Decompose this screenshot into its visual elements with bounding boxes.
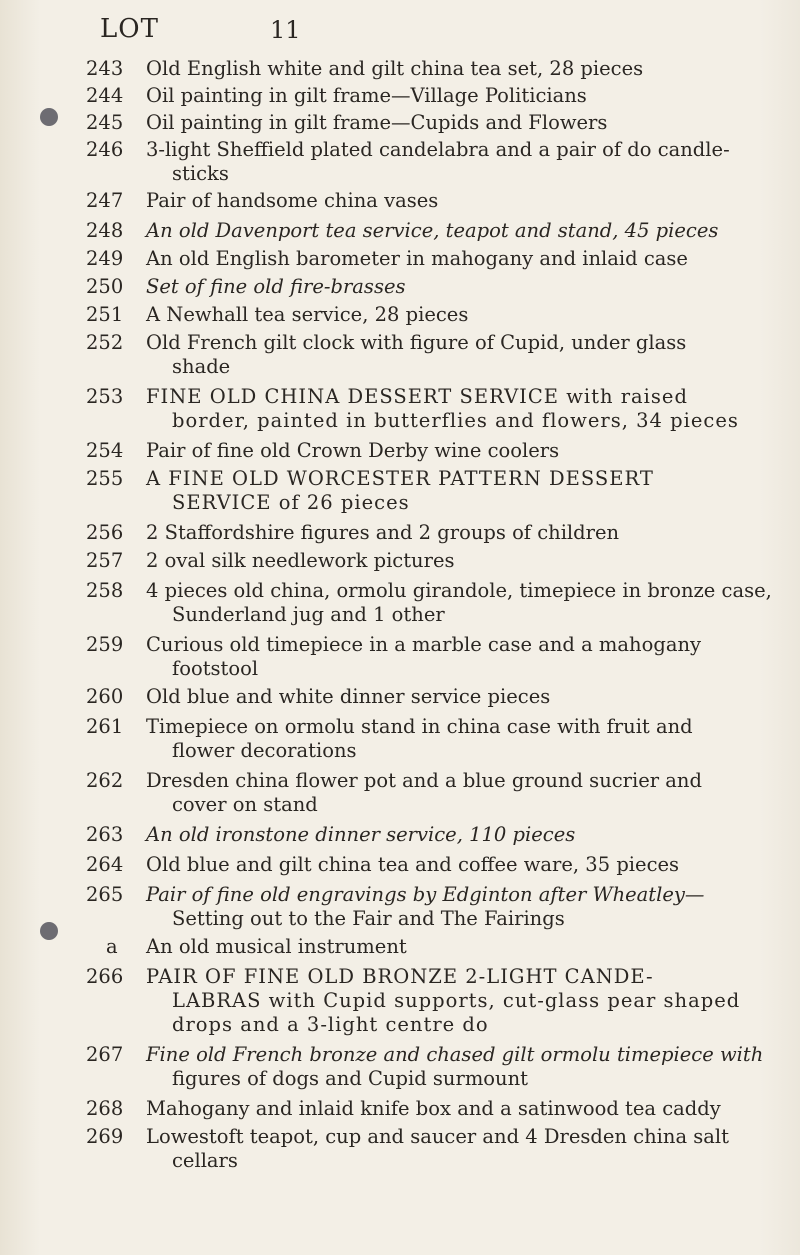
lot-description-line: Mahogany and inlaid knife box and a satinwood tea caddy <box>146 1097 721 1120</box>
lot-number: 264 <box>86 853 124 876</box>
lot-description <box>146 84 776 108</box>
lot-description <box>146 965 776 1037</box>
lot-description-line: 3-light Sheffield plated candelabra and a pair of do candle- <box>146 138 730 161</box>
lot-description <box>146 769 776 817</box>
lot-description <box>146 633 776 681</box>
lot-description <box>146 138 776 186</box>
lot-description <box>146 111 776 135</box>
lot-description-line: Fine old French bronze and chased gilt ormolu timepiece with <box>146 1043 764 1066</box>
lot-description-continuation: cellars <box>172 1149 238 1172</box>
lot-number: 245 <box>86 111 124 134</box>
lot-entry <box>0 385 800 433</box>
lot-description-continuation: footstool <box>172 657 259 680</box>
lot-number: 267 <box>86 1043 124 1066</box>
lot-entry <box>0 883 800 931</box>
lot-description-continuation: cover on stand <box>172 793 318 816</box>
lot-description-continuation: Setting out to the Fair and The Fairings <box>172 907 565 930</box>
lot-list <box>0 54 800 1173</box>
lot-description <box>146 467 776 515</box>
lot-description-continuation: shade <box>172 355 231 378</box>
lot-description-continuation: flower decorations <box>172 739 357 762</box>
lot-number: 243 <box>86 57 124 80</box>
lot-description <box>146 883 776 931</box>
lot-description-continuation: SERVICE of 26 pieces <box>172 491 410 514</box>
lot-description-continuation: figures of dogs and Cupid surmount <box>172 1067 528 1090</box>
lot-entry <box>0 138 800 186</box>
lot-description-line: Pair of handsome china vases <box>146 189 439 212</box>
lot-description <box>146 1125 776 1173</box>
lot-description-line: Oil painting in gilt frame—Cupids and Flowers <box>146 111 608 134</box>
lot-description-line: Dresden china flower pot and a blue ground sucrier and <box>146 769 702 792</box>
lot-description-line: An old ironstone dinner service, 110 pieces <box>146 823 576 846</box>
lot-description <box>146 275 776 299</box>
lot-column-label: LOT <box>100 14 159 44</box>
lot-entry <box>0 685 800 709</box>
lot-description-line: 2 oval silk needlework pictures <box>146 549 455 572</box>
lot-entry <box>0 935 800 959</box>
lot-description-line: Old English white and gilt china tea set, 28 pieces <box>146 57 644 80</box>
lot-description <box>146 715 776 763</box>
lot-entry <box>0 715 800 763</box>
lot-entry <box>0 439 800 463</box>
lot-description <box>146 579 776 627</box>
lot-entry <box>0 467 800 515</box>
lot-number: 256 <box>86 521 124 544</box>
lot-description <box>146 853 776 877</box>
lot-number: 246 <box>86 138 124 161</box>
lot-number: 251 <box>86 303 124 326</box>
lot-number: 253 <box>86 385 124 408</box>
lot-number: 266 <box>86 965 124 988</box>
lot-description-line: 2 Staffordshire figures and 2 groups of children <box>146 521 620 544</box>
lot-entry <box>0 331 800 379</box>
lot-description-line: Curious old timepiece in a marble case and a mahogany <box>146 633 702 656</box>
lot-number: 252 <box>86 331 124 354</box>
lot-number: 258 <box>86 579 124 602</box>
lot-description <box>146 219 776 243</box>
lot-number: 260 <box>86 685 124 708</box>
lot-description-line: A FINE OLD WORCESTER PATTERN DESSERT <box>146 467 654 490</box>
lot-entry <box>0 549 800 573</box>
lot-number: 250 <box>86 275 124 298</box>
lot-description <box>146 189 776 213</box>
lot-description-line: Pair of fine old Crown Derby wine coolers <box>146 439 560 462</box>
lot-entry <box>0 219 800 243</box>
lot-number: 247 <box>86 189 124 212</box>
lot-description-continuation: sticks <box>172 162 229 185</box>
lot-entry <box>0 247 800 271</box>
lot-number: 244 <box>86 84 124 107</box>
lot-description-line: Old blue and white dinner service pieces <box>146 685 551 708</box>
lot-entry <box>0 823 800 847</box>
lot-entry <box>0 633 800 681</box>
lot-number: 248 <box>86 219 124 242</box>
lot-entry <box>0 521 800 545</box>
lot-description <box>146 1043 776 1091</box>
lot-description-line: An old musical instrument <box>146 935 407 958</box>
lot-description-line: Lowestoft teapot, cup and saucer and 4 Dresden china salt <box>146 1125 729 1148</box>
lot-description-line: Set of fine old fire-brasses <box>146 275 406 298</box>
lot-description <box>146 823 776 847</box>
lot-number: 257 <box>86 549 124 572</box>
lot-number: 269 <box>86 1125 124 1148</box>
lot-number: 263 <box>86 823 124 846</box>
lot-entry <box>0 1097 800 1121</box>
page-number: 11 <box>270 16 301 44</box>
page-header <box>100 14 700 48</box>
lot-description <box>146 303 776 327</box>
lot-number: 249 <box>86 247 124 270</box>
lot-description <box>146 385 776 433</box>
lot-number: 261 <box>86 715 124 738</box>
lot-description-line: Old blue and gilt china tea and coffee ware, 35 pieces <box>146 853 680 876</box>
lot-description-line: 4 pieces old china, ormolu girandole, timepiece in bronze case, <box>146 579 772 602</box>
lot-description-continuation: border, painted in butterflies and flowers, 34 pieces <box>172 409 739 432</box>
lot-number: 259 <box>86 633 124 656</box>
lot-entry <box>0 111 800 135</box>
lot-entry <box>0 57 800 81</box>
lot-description-line: A Newhall tea service, 28 pieces <box>146 303 469 326</box>
lot-description <box>146 247 776 271</box>
lot-entry <box>0 579 800 627</box>
lot-entry <box>0 189 800 213</box>
lot-description <box>146 57 776 81</box>
lot-description <box>146 331 776 379</box>
lot-entry <box>0 303 800 327</box>
lot-number: 265 <box>86 883 124 906</box>
lot-number: a <box>106 935 118 958</box>
lot-entry <box>0 853 800 877</box>
lot-description <box>146 1097 776 1121</box>
lot-description-line: Oil painting in gilt frame—Village Politicians <box>146 84 587 107</box>
lot-description-line: Timepiece on ormolu stand in china case with fruit and <box>146 715 693 738</box>
lot-entry <box>0 84 800 108</box>
lot-description <box>146 935 776 959</box>
lot-description-line: Old French gilt clock with figure of Cupid, under glass <box>146 331 687 354</box>
lot-description <box>146 685 776 709</box>
lot-number: 255 <box>86 467 124 490</box>
lot-number: 268 <box>86 1097 124 1120</box>
lot-description <box>146 439 776 463</box>
lot-description-continuation: Sunderland jug and 1 other <box>172 603 445 626</box>
lot-entry <box>0 275 800 299</box>
lot-description-line: PAIR OF FINE OLD BRONZE 2-LIGHT CANDE- <box>146 965 654 988</box>
lot-description <box>146 549 776 573</box>
lot-description-continuation: drops and a 3-light centre do <box>172 1013 489 1036</box>
lot-description-continuation: LABRAS with Cupid supports, cut-glass pear shaped <box>172 989 741 1012</box>
lot-entry <box>0 965 800 1037</box>
lot-entry <box>0 1043 800 1091</box>
lot-number: 262 <box>86 769 124 792</box>
lot-description-line: FINE OLD CHINA DESSERT SERVICE with raised <box>146 385 688 408</box>
lot-description-line: Pair of fine old engravings by Edginton after Wheatley— <box>146 883 705 906</box>
lot-number: 254 <box>86 439 124 462</box>
lot-entry <box>0 769 800 817</box>
lot-description-line: An old Davenport tea service, teapot and stand, 45 pieces <box>146 219 719 242</box>
lot-entry <box>0 1125 800 1173</box>
lot-description <box>146 521 776 545</box>
lot-description-line: An old English barometer in mahogany and inlaid case <box>146 247 688 270</box>
